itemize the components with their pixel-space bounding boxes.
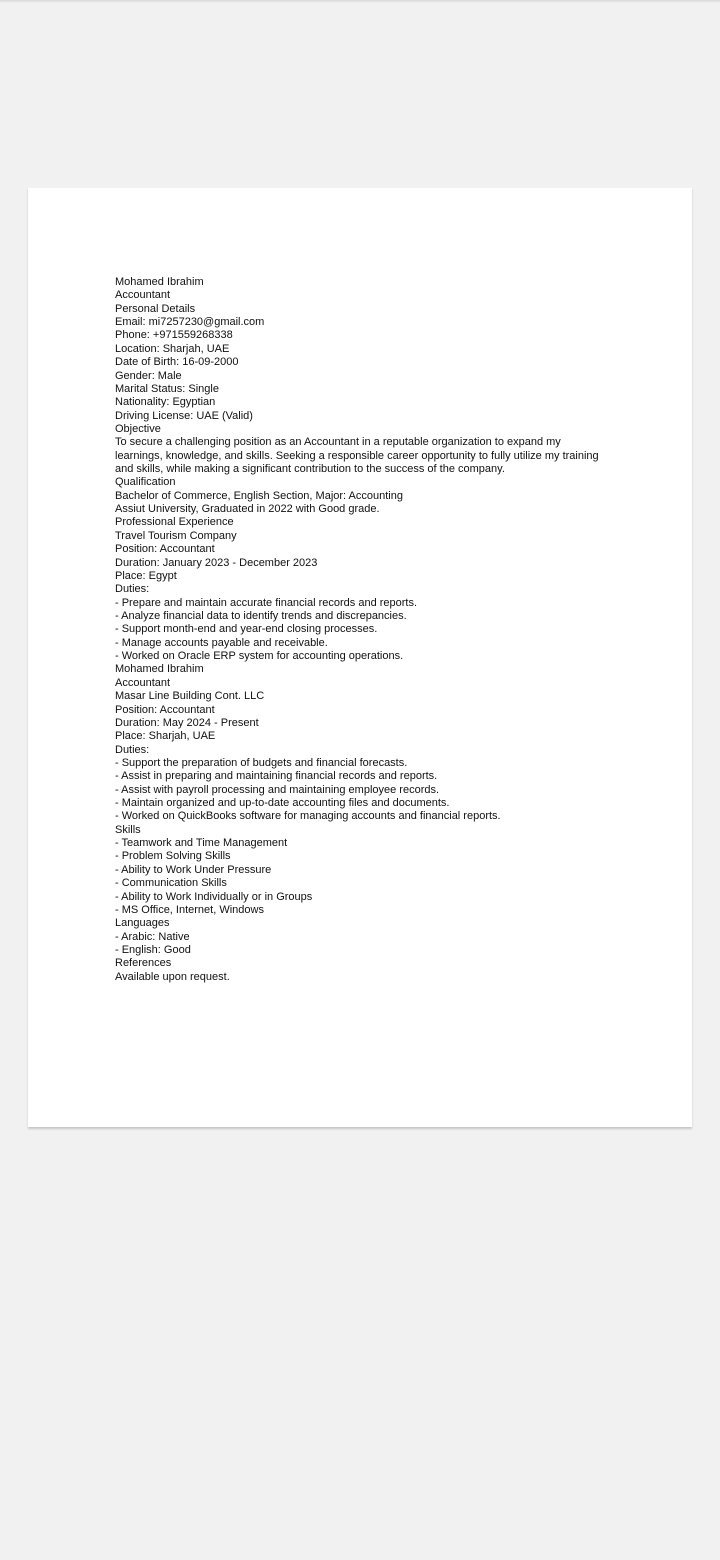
text-line: - Assist with payroll processing and maintaining employee records. [115,783,440,796]
text-line: Languages [115,917,170,930]
text-line: Position: Accountant [115,703,215,716]
viewer-top-edge [0,0,720,3]
text-line: Phone: +971559268338 [115,329,233,342]
text-line: Date of Birth: 16-09-2000 [115,356,239,369]
text-line: - Worked on Oracle ERP system for accounting operations. [115,650,404,663]
text-line: Location: Sharjah, UAE [115,342,230,355]
text-line: Email: mi7257230@gmail.com [115,316,265,329]
text-line: - Problem Solving Skills [115,850,231,863]
text-line: Professional Experience [115,516,234,529]
text-line: - MS Office, Internet, Windows [115,903,264,916]
text-line: - Communication Skills [115,877,227,890]
text-line: - Manage accounts payable and receivable. [115,636,328,649]
text-line: Accountant [115,289,171,302]
text-line: Driving License: UAE (Valid) [115,409,253,422]
text-line: Nationality: Egyptian [115,396,216,409]
text-line: Personal Details [115,302,196,315]
text-line: Duties: [115,583,150,596]
text-line: - Prepare and maintain accurate financial records and reports. [115,596,418,609]
text-line: Marital Status: Single [115,382,219,395]
text-line: Travel Tourism Company [115,529,237,542]
text-line: - Ability to Work Individually or in Groups [115,890,313,903]
text-line: - Analyze financial data to identify trends and discrepancies. [115,609,407,622]
text-line: To secure a challenging position as an Accountant in a reputable organization to expand my [115,436,561,449]
text-line: - Arabic: Native [115,930,190,943]
text-line: - Support the preparation of budgets and financial forecasts. [115,756,408,769]
text-line: Masar Line Building Cont. LLC [115,690,265,703]
text-line: Position: Accountant [115,543,215,556]
text-line: Accountant [115,676,171,689]
text-line: Mohamed Ibrahim [115,276,204,288]
text-line: Duration: January 2023 - December 2023 [115,556,318,569]
text-line: - Worked on QuickBooks software for managing accounts and financial reports. [115,810,501,823]
text-line: Place: Sharjah, UAE [115,730,216,743]
text-line: Assiut University, Graduated in 2022 with Good grade. [115,503,380,516]
text-line: Qualification [115,476,176,489]
text-line: Objective [115,422,161,435]
text-line: - Ability to Work Under Pressure [115,863,272,876]
text-line: - Teamwork and Time Management [115,837,288,850]
document-page [28,188,692,1127]
text-line: Place: Egypt [115,569,177,582]
text-line: Available upon request. [115,970,230,983]
text-line: Gender: Male [115,369,182,382]
text-line: - Support month-end and year-end closing processes. [115,623,378,636]
text-line: and skills, while making a significant contribution to the success of the company. [115,463,505,476]
text-line: Skills [115,823,141,836]
resume-text [115,276,635,984]
text-line: Duties: [115,743,150,756]
text-line: - Maintain organized and up-to-date accounting files and documents. [115,797,450,810]
text-line: Duration: May 2024 - Present [115,716,259,729]
text-line: - Assist in preparing and maintaining financial records and reports. [115,770,438,783]
text-line: Mohamed Ibrahim [115,663,204,676]
text-line: learnings, knowledge, and skills. Seeking a responsible career opportunity to fully utilize my training [115,449,599,462]
text-line: - English: Good [115,943,191,956]
text-line: References [115,957,172,970]
text-line: Bachelor of Commerce, English Section, Major: Accounting [115,489,403,502]
